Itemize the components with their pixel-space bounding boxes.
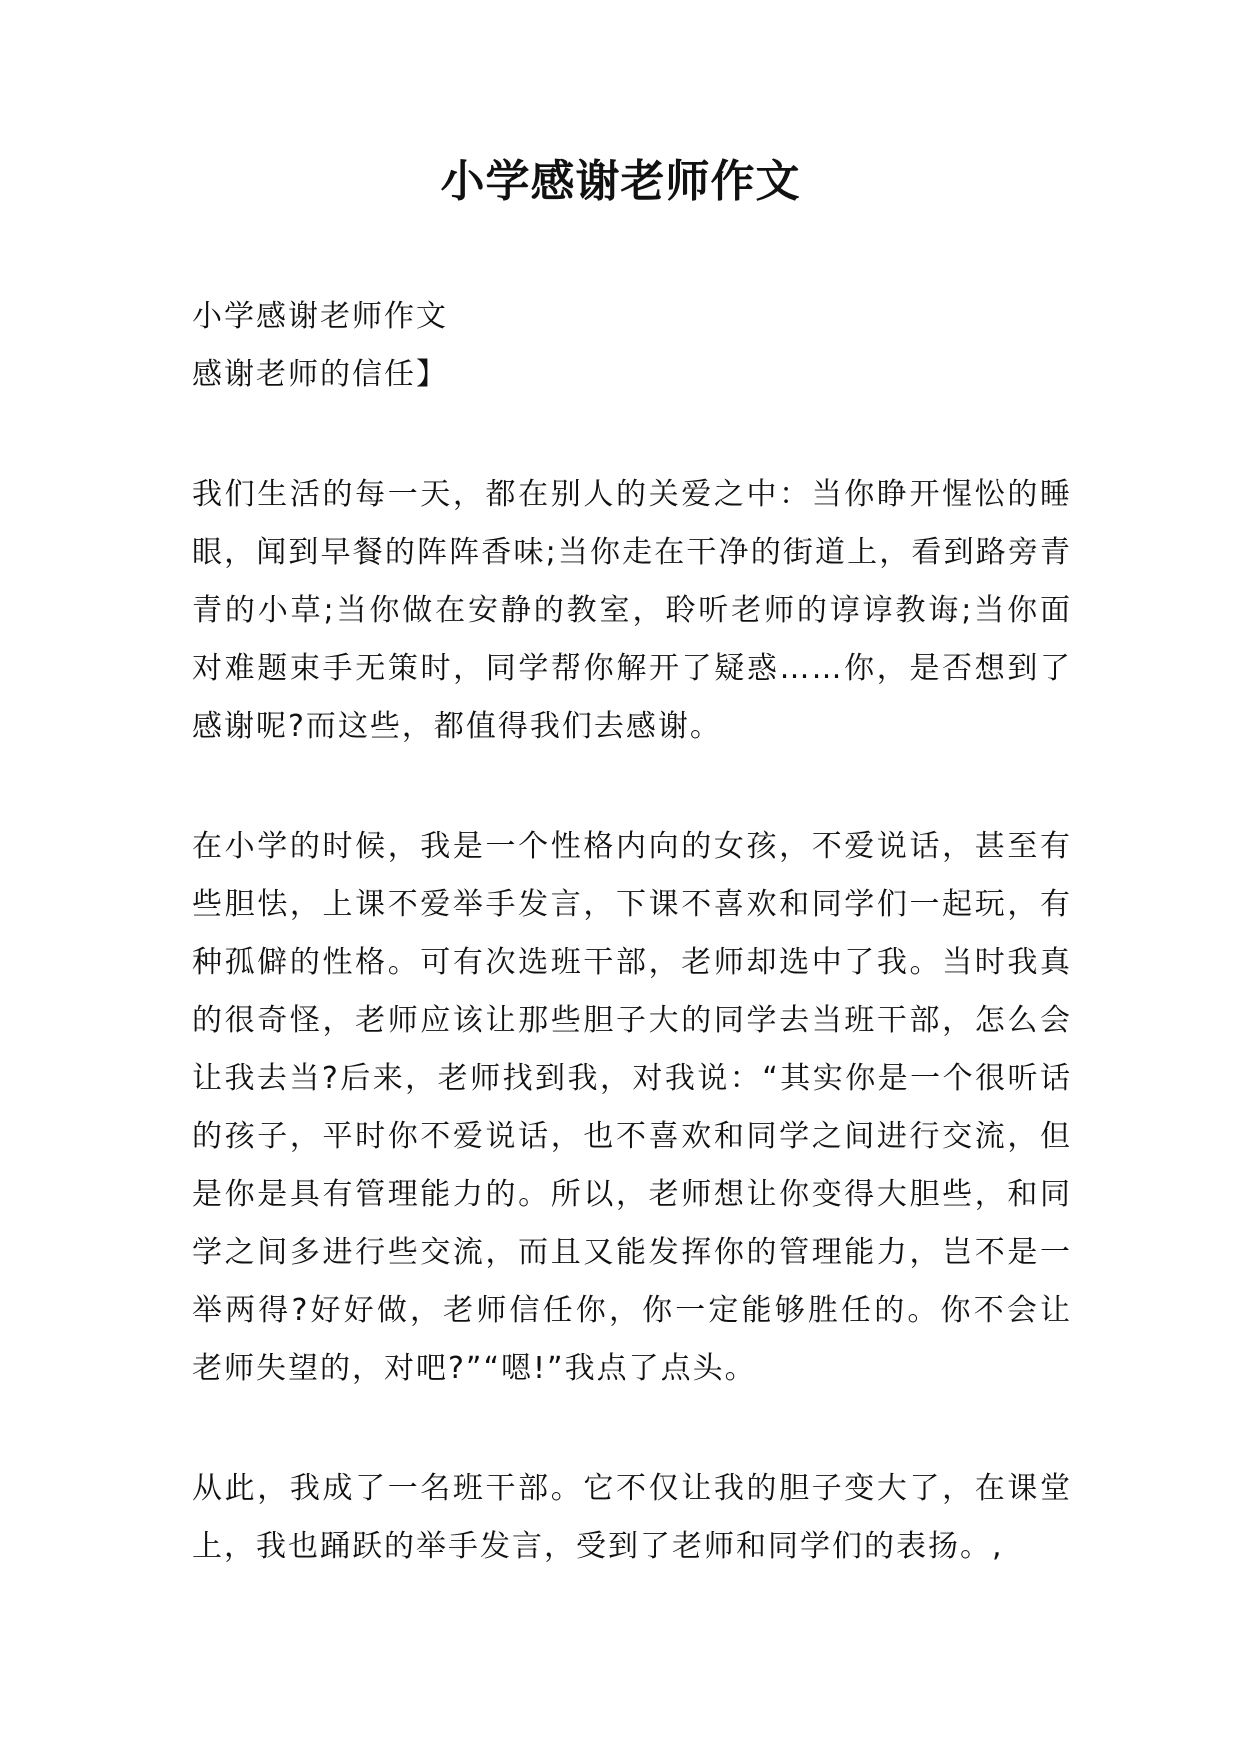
paragraph-1: 我们生活的每一天，都在别人的关爱之中：当你睁开惺忪的睡眼，闻到早餐的阵阵香味;当你走在干净的街道上，看到路旁青青的小草;当你做在安静的教室，聆听老师的谆谆教诲;当你面对难题束手无策时，同学帮你解开了疑惑……你，是否想到了感谢呢?而这些，都值得我们去感谢。 xyxy=(192,477,1072,744)
paragraph-2: 在小学的时候，我是一个性格内向的女孩，不爱说话，甚至有些胆怯，上课不爱举手发言，下课不喜欢和同学们一起玩，有种孤僻的性格。可有次选班干部，老师却选中了我。当时我真的很奇怪，老师应该让那些胆子大的同学去当班干部，怎么会让我去当?后来，老师找到我，对我说：“其实你是一个很听话的孩子，平时你不爱说话，也不喜欢和同学之间进行交流，但是你是具有管理能力的。所以，老师想让你变得大胆些，和同学之间多进行些交流，而且又能发挥你的管理能力，岂不是一举两得?好好做，老师信任你，你一定能够胜任的。你不会让老师失望的，对吧?”“嗯!”我点了点头。 xyxy=(192,829,1072,1386)
subtitle-line-2: 感谢老师的信任】 xyxy=(192,357,448,392)
document-title: 小学感谢老师作文 xyxy=(440,156,801,207)
paragraph-3: 从此，我成了一名班干部。它不仅让我的胆子变大了，在课堂上，我也踊跃的举手发言，受到了老师和同学们的表扬。, xyxy=(192,1471,1072,1564)
subtitle-line-1: 小学感谢老师作文 xyxy=(192,299,448,334)
document-body xyxy=(192,288,1072,1576)
